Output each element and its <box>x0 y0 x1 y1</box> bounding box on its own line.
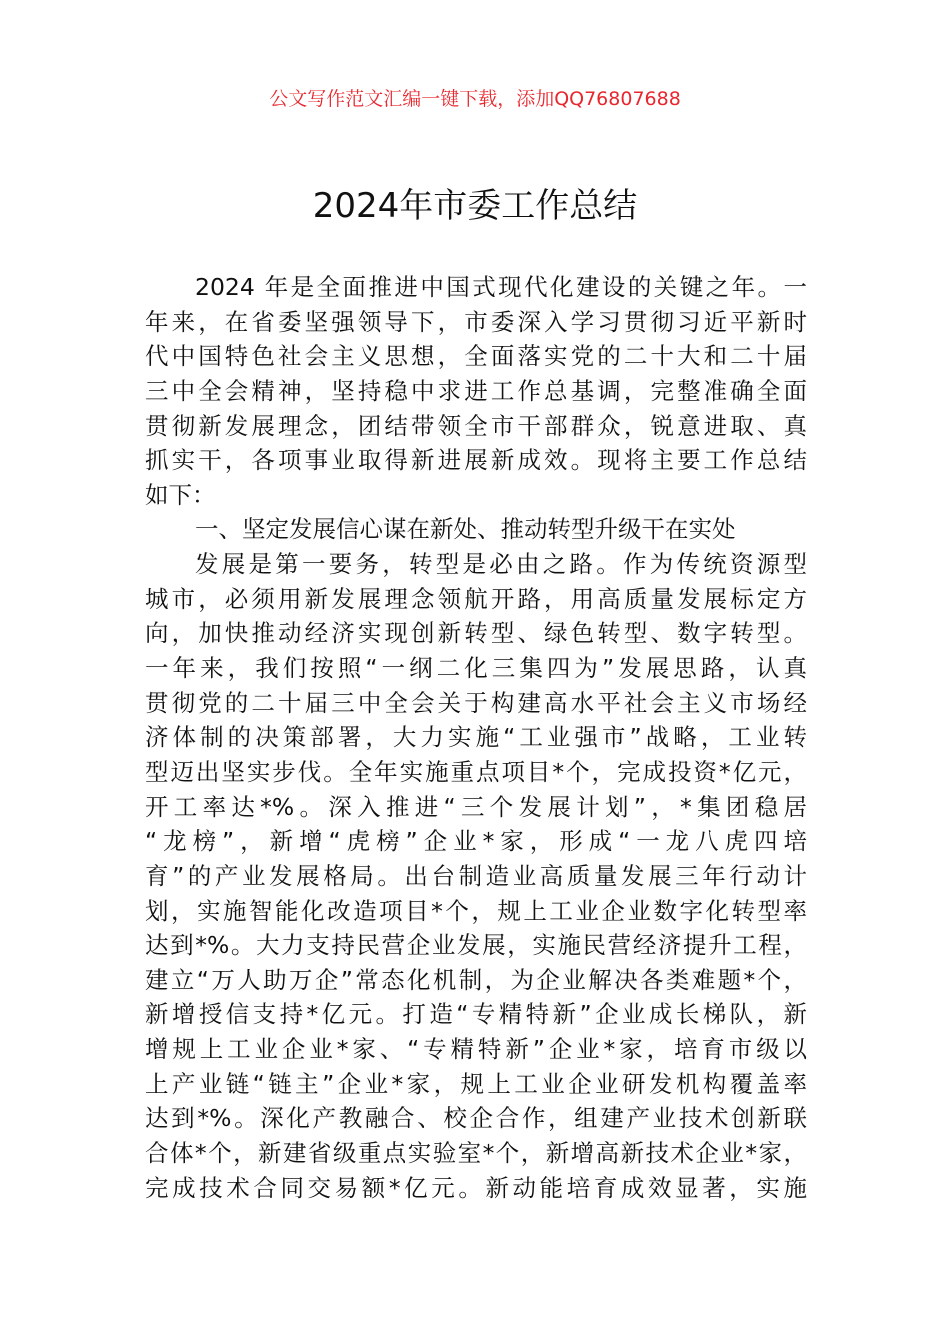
watermark-download-notice: 公文写作范文汇编一键下载，添加QQ76807688 <box>269 88 681 110</box>
body-text-line: 育”的产业发展格局。出台制造业高质量发展三年行动计 <box>145 861 807 890</box>
body-text-line: 贯彻新发展理念，团结带领全市干部群众，锐意进取、真 <box>145 411 807 440</box>
body-text-line: 代中国特色社会主义思想，全面落实党的二十大和二十届 <box>145 342 807 371</box>
body-text-line: 年来，在省委坚强领导下，市委深入学习贯彻习近平新时 <box>145 307 807 336</box>
body-text-line: 城市，必须用新发展理念领航开路，用高质量发展标定方 <box>145 584 807 613</box>
body-text-line: 合体*个，新建省级重点实验室*个，新增高新技术企业*家， <box>145 1139 807 1168</box>
body-text-line: 新增授信支持*亿元。打造“专精特新”企业成长梯队，新 <box>145 1000 807 1029</box>
body-text-line: 如下： <box>145 480 216 509</box>
body-text-line: 2024 年是全面推进中国式现代化建设的关键之年。一 <box>195 273 807 301</box>
body-text-line: 增规上工业企业*家、“专精特新”企业*家，培育市级以 <box>145 1035 807 1064</box>
body-text-line: 型迈出坚实步伐。全年实施重点项目*个，完成投资*亿元， <box>145 757 807 786</box>
body-text-line: 三中全会精神，坚持稳中求进工作总基调，完整准确全面 <box>145 376 807 405</box>
document-title: 2024年市委工作总结 <box>312 186 638 226</box>
body-text-line: 划，实施智能化改造项目*个，规上工业企业数字化转型率 <box>145 896 807 925</box>
body-text-line: 建立“万人助万企”常态化机制，为企业解决各类难题*个， <box>145 965 807 994</box>
body-text-line: 发展是第一要务，转型是必由之路。作为传统资源型 <box>195 550 807 579</box>
body-text-line: 达到*%。大力支持民营企业发展，实施民营经济提升工程， <box>145 931 807 960</box>
body-text-line: 达到*%。深化产教融合、校企合作，组建产业技术创新联 <box>145 1104 807 1133</box>
body-text-line: 完成技术合同交易额*亿元。新动能培育成效显著，实施 <box>145 1173 807 1202</box>
body-text-line: 上产业链“链主”企业*家，规上工业企业研发机构覆盖率 <box>145 1069 807 1098</box>
body-text-line: 济体制的决策部署，大力实施“工业强市”战略，工业转 <box>145 723 807 752</box>
document-body <box>145 270 807 1205</box>
body-text-line: 开工率达*%。深入推进“三个发展计划”，*集团稳居 <box>145 792 807 821</box>
body-text-line: 抓实干，各项事业取得新进展新成效。现将主要工作总结 <box>145 446 807 475</box>
section-heading: 一、坚定发展信心谋在新处、推动转型升级干在实处 <box>195 515 736 544</box>
body-text-line: 贯彻党的二十届三中全会关于构建高水平社会主义市场经 <box>145 688 807 717</box>
body-text-line: “龙榜”，新增“虎榜”企业*家，形成“一龙八虎四培 <box>145 827 807 856</box>
body-text-line: 一年来，我们按照“一纲二化三集四为”发展思路，认真 <box>145 654 807 683</box>
body-text-line: 向，加快推动经济实现创新转型、绿色转型、数字转型。 <box>145 619 807 648</box>
